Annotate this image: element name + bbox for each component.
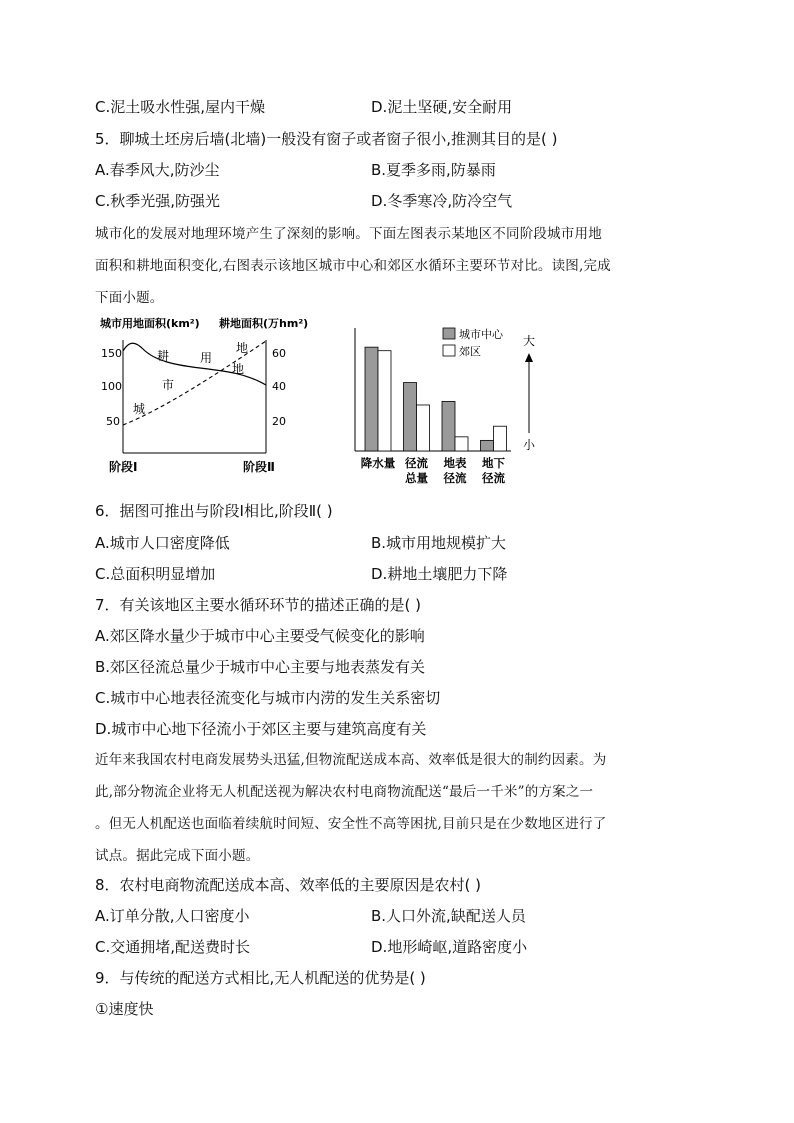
bar-urban-1: [404, 383, 417, 451]
q5-option-c: C.秋季光强,防强光: [95, 192, 221, 210]
legend-swatch-urban: [443, 328, 455, 339]
q5-option-a: A.春季风大,防沙尘: [95, 161, 220, 179]
category-label-3-1: 径流: [482, 471, 505, 485]
intro1-line-3: 下面小题。: [95, 290, 164, 306]
q8-option-c: C.交通拥堵,配送费时长: [95, 938, 251, 956]
legend-label-suburb: 郊区: [459, 345, 481, 358]
water-cycle-bar-chart: [345, 318, 545, 490]
legend-swatch-suburb: [443, 345, 455, 356]
bar-suburb-1: [417, 405, 430, 451]
legend-label-urban: 城市中心: [459, 328, 503, 341]
label-shi: 市: [162, 378, 175, 392]
q4-option-d: D.泥土坚硬,安全耐用: [371, 98, 513, 116]
bar-urban-2: [442, 401, 455, 451]
x-label-stage-1: 阶段Ⅰ: [109, 460, 138, 474]
x-label-stage-2: 阶段Ⅱ: [243, 460, 275, 474]
intro1-line-2: 面积和耕地面积变化,右图表示该地区城市中心和郊区水循环主要环节对比。读图,完成: [95, 258, 611, 274]
intro2-line-4: 试点。据此完成下面小题。: [95, 848, 260, 864]
q8-option-a: A.订单分散,人口密度小: [95, 907, 250, 925]
left-land-use-chart: [95, 313, 320, 478]
label-geng: 耕: [157, 349, 170, 363]
intro2-line-3: 。但无人机配送也面临着续航时间短、安全性不高等困扰,目前只是在少数地区进行了: [95, 816, 607, 832]
q8-option-d: D.地形崎岖,道路密度小: [371, 938, 528, 956]
category-label-1-0: 径流: [405, 456, 428, 470]
label-di-bottom: 地: [232, 362, 245, 376]
category-label-1-1: 总量: [405, 471, 428, 485]
category-label-2-0: 地表: [443, 456, 467, 470]
q7-option-a: A.郊区降水量少于城市中心主要受气候变化的影响: [95, 627, 425, 645]
axis-label-large: 大: [523, 334, 536, 348]
q8-option-b: B.人口外流,缺配送人员: [371, 907, 526, 925]
category-label-0-0: 降水量: [360, 456, 396, 470]
right-tick-40: 40: [272, 380, 286, 393]
q6-option-d: D.耕地土壤肥力下降: [371, 565, 508, 583]
q9-stem: 9．与传统的配送方式相比,无人机配送的优势是( ): [95, 969, 426, 987]
left-tick-150: 150: [101, 347, 122, 360]
q6-option-b: B.城市用地规模扩大: [371, 534, 507, 552]
category-labels: [361, 456, 506, 485]
q7-stem: 7．有关该地区主要水循环环节的描述正确的是( ): [95, 596, 422, 614]
bar-suburb-0: [378, 351, 391, 451]
q7-option-b: B.郊区径流总量少于城市中心主要与地表蒸发有关: [95, 658, 426, 676]
left-tick-50: 50: [106, 415, 120, 428]
category-label-3-0: 地下: [482, 456, 505, 470]
label-cheng: 城: [133, 402, 146, 416]
q7-option-c: C.城市中心地表径流变化与城市内涝的发生关系密切: [95, 689, 441, 707]
right-tick-20: 20: [272, 415, 286, 428]
axis-label-small: 小: [523, 438, 536, 452]
right-tick-60: 60: [272, 347, 286, 360]
intro1-line-1: 城市化的发展对地理环境产生了深刻的影响。下面左图表示某地区不同阶段城市用地: [95, 226, 602, 242]
bar-suburb-2: [455, 437, 468, 451]
q8-stem: 8．农村电商物流配送成本高、效率低的主要原因是农村( ): [95, 876, 482, 894]
arrow-head-icon: [525, 353, 533, 362]
intro2-line-2: 此,部分物流企业将无人机配送视为解决农村电商物流配送“最后一千米”的方案之一: [95, 784, 594, 800]
right-axis-label: 耕地面积(万hm²): [219, 317, 309, 330]
q5-stem: 5．聊城土坯房后墙(北墙)一般没有窗子或者窗子很小,推测其目的是( ): [95, 130, 558, 148]
label-di-top: 地: [236, 341, 249, 355]
q5-option-d: D.冬季寒冷,防冷空气: [371, 192, 513, 210]
q6-stem: 6．据图可推出与阶段Ⅰ相比,阶段Ⅱ( ): [95, 502, 333, 520]
q9-item-1: ①速度快: [95, 1000, 154, 1018]
q5-option-b: B.夏季多雨,防暴雨: [371, 161, 496, 179]
bars-group: [365, 347, 507, 451]
q4-option-c: C.泥土吸水性强,屋内干燥: [95, 98, 266, 116]
left-tick-100: 100: [101, 380, 122, 393]
bar-suburb-3: [494, 426, 507, 451]
intro2-line-1: 近年来我国农村电商发展势头迅猛,但物流配送成本高、效率低是很大的制约因素。为: [95, 752, 607, 768]
category-label-2-1: 径流: [443, 471, 467, 485]
left-axis-label: 城市用地面积(km²): [100, 317, 200, 330]
q6-option-c: C.总面积明显增加: [95, 565, 216, 583]
bar-urban-0: [365, 347, 378, 451]
label-yong: 用: [200, 351, 213, 365]
q7-option-d: D.城市中心地下径流小于郊区主要与建筑高度有关: [95, 720, 427, 738]
q6-option-a: A.城市人口密度降低: [95, 534, 230, 552]
bar-urban-3: [481, 440, 494, 451]
